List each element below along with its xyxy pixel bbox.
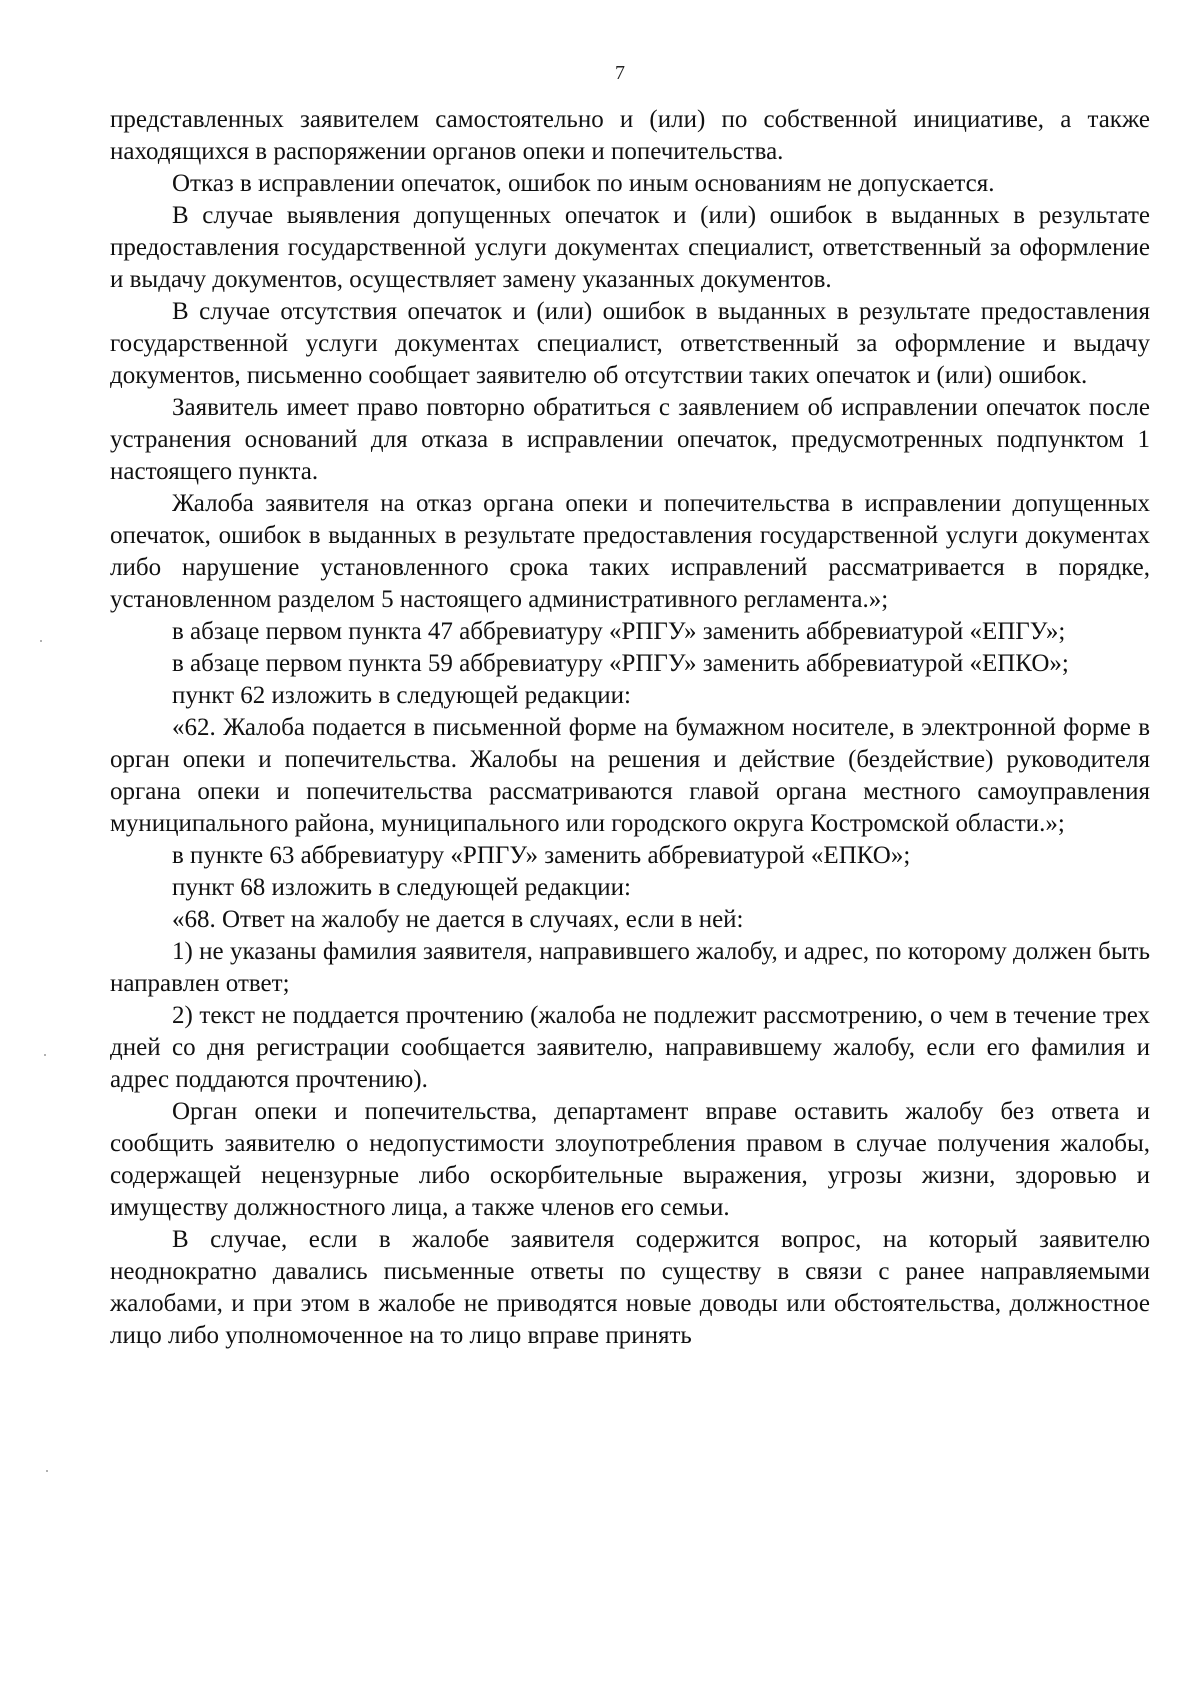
paragraph: Заявитель имеет право повторно обратиться с заявлением об исправлении опечаток после устранения оснований для отказа в исправлении опечаток, предусмотренных подпунктом 1 настоящего пункта.: [110, 394, 1150, 485]
paragraph: Орган опеки и попечительства, департамент вправе оставить жалобу без ответа и сообщить заявителю о недопустимости злоупотребления правом в случае получения жалобы, содержащей нецензурные либо оскорбительные выражения, угрозы жизни, здоровью и имуществу должностного лица, а также членов его семьи.: [110, 1098, 1150, 1221]
paragraph: в абзаце первом пункта 59 аббревиатуру «РПГУ» заменить аббревиатурой «ЕПКО»;: [172, 650, 1069, 677]
document-body: [110, 104, 1150, 1352]
paragraph: Жалоба заявителя на отказ органа опеки и попечительства в исправлении допущенных опечаток, ошибок в выданных в результате предоставления государственной услуги документах либо нарушение установленного срока таких исправлений рассматривается в порядке, установленном разделом 5 настоящего административного регламента.»;: [110, 490, 1150, 613]
page-number: 7: [615, 62, 625, 84]
scan-speck: [46, 1470, 48, 1472]
paragraph: «68. Ответ на жалобу не дается в случаях, если в ней:: [172, 906, 744, 933]
paragraph: в абзаце первом пункта 47 аббревиатуру «РПГУ» заменить аббревиатурой «ЕПГУ»;: [172, 618, 1066, 645]
scan-speck: [40, 640, 42, 642]
paragraph: В случае отсутствия опечаток и (или) ошибок в выданных в результате предоставления государственной услуги документах специалист, ответственный за оформление и выдачу документов, письменно сообщает заявителю об отсутствии таких опечаток и (или) ошибок.: [110, 298, 1150, 389]
paragraph: 2) текст не поддается прочтению (жалоба не подлежит рассмотрению, о чем в течение трех дней со дня регистрации сообщается заявителю, направившему жалобу, если его фамилия и адрес поддаются прочтению).: [110, 1002, 1150, 1093]
paragraph: В случае выявления допущенных опечаток и (или) ошибок в выданных в результате предоставления государственной услуги документах специалист, ответственный за оформление и выдачу документов, осуществляет замену указанных документов.: [110, 202, 1150, 293]
paragraph: пункт 68 изложить в следующей редакции:: [172, 874, 631, 901]
paragraph: Отказ в исправлении опечаток, ошибок по иным основаниям не допускается.: [172, 170, 995, 197]
scan-speck: [44, 1054, 46, 1056]
paragraph: пункт 62 изложить в следующей редакции:: [172, 682, 631, 709]
paragraph: В случае, если в жалобе заявителя содержится вопрос, на который заявителю неоднократно давались письменные ответы по существу в связи с ранее направляемыми жалобами, и при этом в жалобе не приводятся новые доводы или обстоятельства, должностное лицо либо уполномоченное на то лицо вправе принять: [110, 1226, 1150, 1349]
paragraph: «62. Жалоба подается в письменной форме на бумажном носителе, в электронной форме в орган опеки и попечительства. Жалобы на решения и действие (бездействие) руководителя органа опеки и попечительства рассматриваются главой органа местного самоуправления муниципального района, муниципального или городского округа Костромской области.»;: [110, 714, 1150, 837]
paragraph: в пункте 63 аббревиатуру «РПГУ» заменить аббревиатурой «ЕПКО»;: [172, 842, 911, 869]
paragraph: 1) не указаны фамилия заявителя, направившего жалобу, и адрес, по которому должен быть направлен ответ;: [110, 938, 1150, 997]
paragraph: представленных заявителем самостоятельно и (или) по собственной инициативе, а также находящихся в распоряжении органов опеки и попечительства.: [110, 106, 1150, 165]
